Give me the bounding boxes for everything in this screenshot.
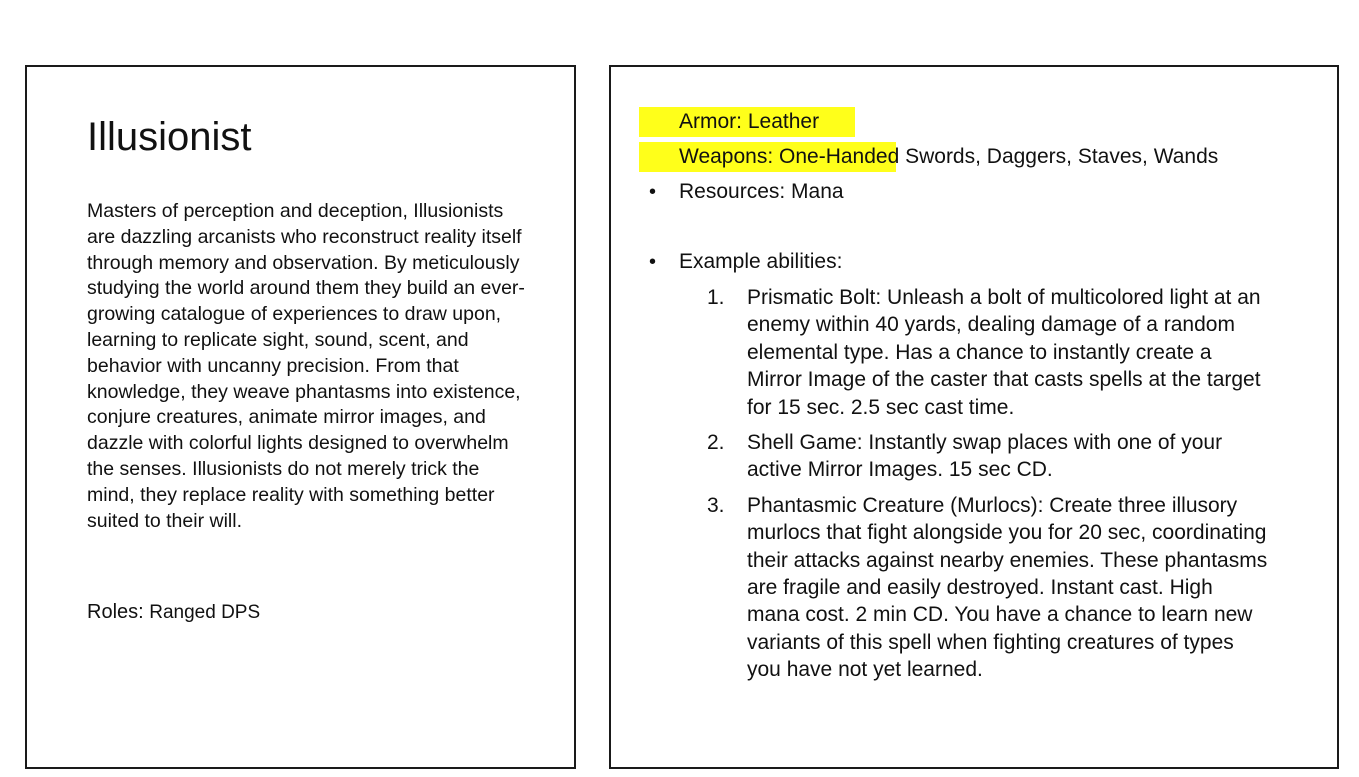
abilities-heading-item <box>639 247 1329 277</box>
class-description: Masters of perception and deception, Illusionists are dazzling arcanists who reconstruct reality itself through memory and observation. By meticulously studying the world around them they build an ever-growing catalogue of experiences to draw upon, learning to replicate sight, sound, scent, and behavior with uncanny precision. From that knowledge, they weave phantasms into existence, conjure creatures, animate mirror images, and dazzle with colorful lights designed to overwhelm the senses. Illusionists do not merely trick the mind, they replace reality with something better suited to their will. <box>87 200 525 532</box>
weapons-item <box>639 142 1329 172</box>
ability-number: 3. <box>707 493 725 517</box>
ability-item <box>703 492 1269 684</box>
armor-text: Armor: Leather <box>679 110 820 133</box>
ability-text: Prismatic Bolt: Unleash a bolt of multicolored light at an enemy within 40 yards, dealing damage of a random elemental type. Has a chance to instantly create a Mirror Image of the caster that casts spells at the target for 15 sec. 2.5 sec cast time. <box>747 286 1261 419</box>
roles-value: Ranged DPS <box>149 602 261 623</box>
abilities-heading: Example abilities: <box>679 250 843 273</box>
class-title: Illusionist <box>87 115 252 159</box>
ability-item <box>703 284 1269 421</box>
class-overview-panel <box>25 65 576 769</box>
abilities-list <box>703 284 1269 684</box>
weapons-text: Weapons: One-Handed Swords, Daggers, Staves, Wands <box>679 145 1219 168</box>
ability-number: 2. <box>707 431 725 455</box>
resources-text: Resources: Mana <box>679 180 844 203</box>
ability-text: Phantasmic Creature (Murlocs): Create three illusory murlocs that fight alongside you for 20 sec, coordinating their attacks against nearby enemies. These phantasms are fragile and easily destroyed. Instant cast. High mana cost. 2 min CD. You have a chance to learn new variants of this spell when fighting creatures of types you have not yet learned. <box>747 493 1268 682</box>
ability-number: 1. <box>707 286 725 309</box>
class-details-panel <box>609 65 1339 769</box>
roles-label: Roles: <box>87 601 150 623</box>
ability-item <box>703 429 1269 484</box>
class-roles <box>87 599 260 626</box>
resources-item <box>639 177 1329 207</box>
ability-text: Shell Game: Instantly swap places with one of your active Mirror Images. 15 sec CD. <box>747 431 1223 482</box>
class-attributes-list <box>639 107 1329 277</box>
armor-item <box>639 107 1329 137</box>
